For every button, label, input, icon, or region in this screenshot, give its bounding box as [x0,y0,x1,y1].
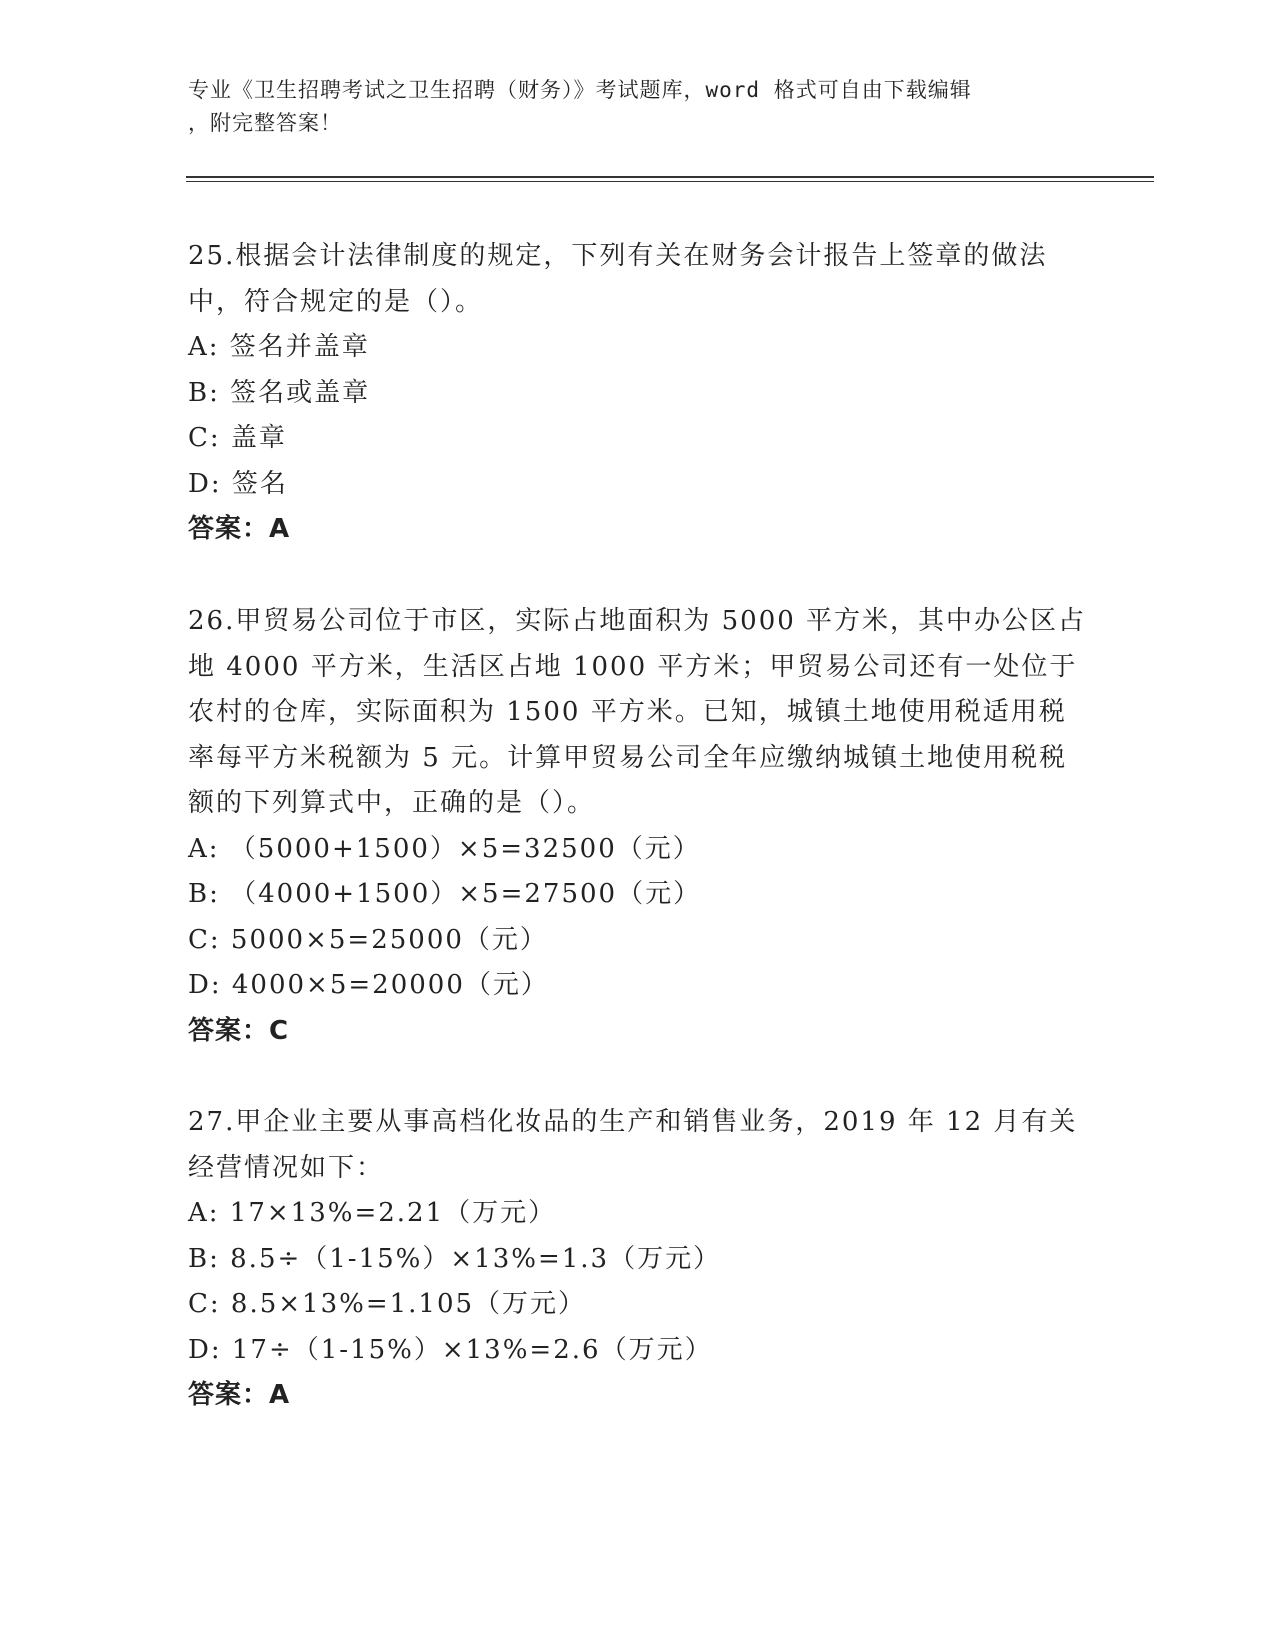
header-line-1: 专业《卫生招聘考试之卫生招聘（财务）》考试题库，word 格式可自由下载编辑 [188,78,972,102]
document-header [188,74,1088,140]
option-a: A: 17×13%=2.21（万元） [188,1198,557,1228]
question-stem: 26.甲贸易公司位于市区，实际占地面积为 5000 平方米，其中办公区占地 4000 平方米，生活区占地 1000 平方米；甲贸易公司还有一处位于农村的仓库，实际面积为 1500 平方米。已知，城镇土地使用税适用税率每平方米税额为 5 元。计算甲贸易公司全年应缴纳城镇土地使用税税额的下列算式中，正确的是（）。 [188,606,1087,818]
answer: 答案：C [188,1015,290,1046]
question-stem: 27.甲企业主要从事高档化妆品的生产和销售业务，2019 年 12 月有关经营情况如下： [188,1107,1078,1183]
question-27 [188,1100,1088,1419]
question-stem: 25.根据会计法律制度的规定，下列有关在财务会计报告上签章的做法中，符合规定的是（）。 [188,241,1048,317]
option-d: D: 17÷（1-15%）×13%=2.6（万元） [188,1334,713,1365]
header-divider-thin [186,181,1154,182]
option-d: D: 签名 [188,468,288,499]
option-c: C: 8.5×13%=1.105（万元） [188,1289,587,1319]
question-26 [188,599,1088,1054]
question-25 [188,234,1088,553]
option-a: A: 签名并盖章 [188,332,370,362]
answer: 答案：A [188,514,291,544]
option-c: C: 盖章 [188,423,287,453]
option-c: C: 5000×5=25000（元） [188,924,548,955]
option-b: B: 8.5÷（1-15%）×13%=1.3（万元） [188,1243,722,1274]
option-b: B: 签名或盖章 [188,377,371,408]
option-a: A: （5000+1500）×5=32500（元） [188,833,701,864]
answer: 答案：A [188,1380,291,1410]
option-d: D: 4000×5=20000（元） [188,970,549,1000]
header-line-2: ，附完整答案！ [188,111,342,135]
header-divider [186,176,1154,178]
option-b: B: （4000+1500）×5=27500（元） [188,879,702,909]
